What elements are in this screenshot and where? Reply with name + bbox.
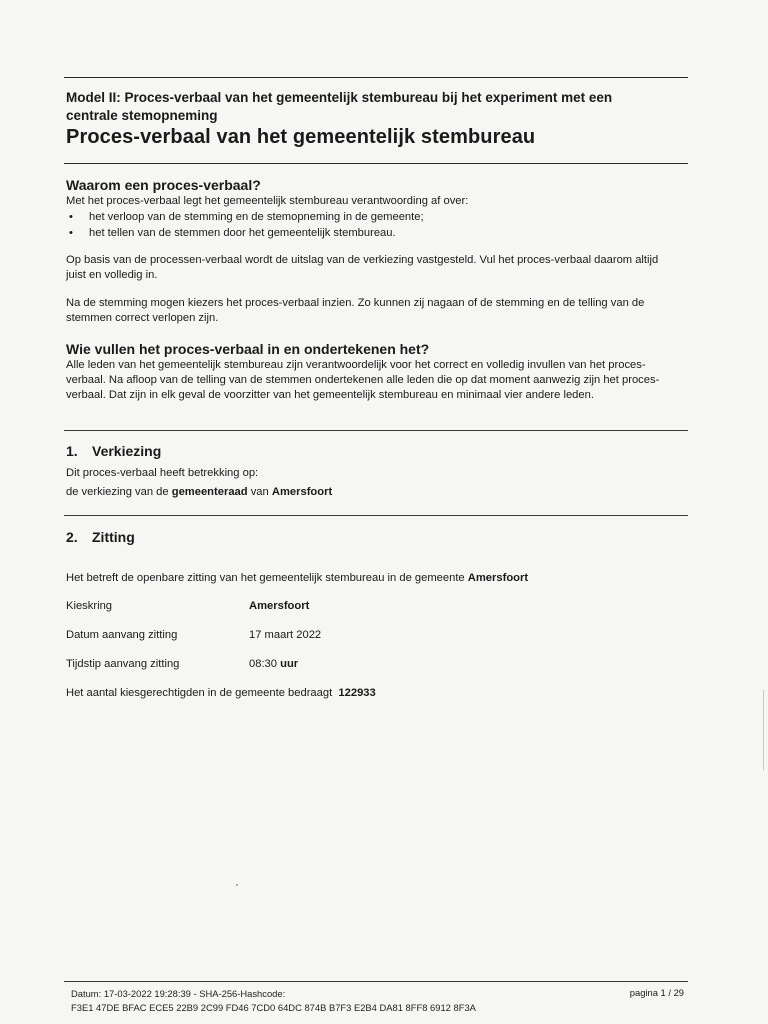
field-value: Amersfoort bbox=[249, 600, 310, 612]
field-label: Datum aanvang zitting bbox=[66, 629, 178, 641]
page-title: Proces-verbaal van het gemeentelijk stembureau bbox=[66, 126, 536, 148]
field-label: Tijdstip aanvang zitting bbox=[66, 658, 180, 670]
bullet-icon: • bbox=[69, 227, 73, 239]
why-para-2: Na de stemming mogen kiezers het proces-verbaal inzien. Zo kunnen zij nagaan of de stemming en de telling van de stemmen correct verlopen zijn. bbox=[66, 297, 645, 324]
section-2-heading bbox=[66, 529, 135, 545]
session-intro: Het betreft de openbare zitting van het gemeentelijk stembureau in de gemeente Amersfoort bbox=[66, 572, 529, 584]
field-value: 17 maart 2022 bbox=[249, 629, 322, 641]
scan-speck bbox=[236, 884, 238, 886]
scan-edge-mark bbox=[763, 690, 764, 770]
why-intro: Met het proces-verbaal legt het gemeentelijk stembureau verantwoording af over: bbox=[66, 195, 469, 207]
voters-count: 122933 bbox=[338, 687, 376, 699]
footer-date-hash-label: Datum: 17-03-2022 19:28:39 - SHA-256-Hashcode: bbox=[71, 988, 286, 999]
voters-line: Het aantal kiesgerechtigden in de gemeente bedraagt 122933 bbox=[66, 687, 376, 699]
list-item: • het verloop van de stemming en de stemopneming in de gemeente; bbox=[69, 211, 424, 223]
why-bullet-list bbox=[66, 209, 424, 241]
who-heading: Wie vullen het proces-verbaal in en ondertekenen het? bbox=[66, 341, 430, 357]
section-number: 2. bbox=[66, 529, 78, 545]
footer-rule bbox=[64, 981, 688, 982]
bullet-icon: • bbox=[69, 211, 73, 223]
election-place: Amersfoort bbox=[271, 486, 333, 498]
title-rule bbox=[64, 163, 688, 164]
election-intro: Dit proces-verbaal heeft betrekking op: bbox=[66, 467, 259, 479]
page-number: pagina 1 / 29 bbox=[629, 987, 684, 998]
field-value: 08:30 uur bbox=[249, 658, 299, 670]
section-number: 1. bbox=[66, 443, 78, 459]
election-detail: de verkiezing van de gemeenteraad van Amersfoort bbox=[66, 486, 333, 498]
section-2-rule bbox=[64, 515, 688, 516]
why-heading: Waarom een proces-verbaal? bbox=[66, 177, 261, 193]
session-municipality: Amersfoort bbox=[467, 572, 529, 584]
field-label: Kieskring bbox=[66, 600, 113, 612]
list-item: • het tellen van de stemmen door het gemeentelijk stembureau. bbox=[69, 227, 396, 239]
why-para-1: Op basis van de processen-verbaal wordt de uitslag van de verkiezing vastgesteld. Vul het proces-verbaal daarom altijd juist en volledig in. bbox=[66, 254, 659, 281]
section-title: Zitting bbox=[92, 529, 135, 545]
footer-hashcode: F3E1 47DE BFAC ECE5 22B9 2C99 FD46 7CD0 64DC 874B B7F3 E2B4 DA81 8FF8 6912 8F3A bbox=[71, 1002, 476, 1013]
section-1-rule bbox=[64, 430, 688, 431]
model-title: Model II: Proces-verbaal van het gemeentelijk stembureau bij het experiment met een centrale stemopneming bbox=[66, 90, 613, 123]
election-body: gemeenteraad bbox=[171, 486, 248, 498]
section-title: Verkiezing bbox=[92, 443, 162, 459]
section-1-heading bbox=[66, 443, 161, 459]
top-rule bbox=[64, 77, 688, 78]
who-para: Alle leden van het gemeentelijk stembureau zijn verantwoordelijk voor het correct en volledig invullen van het proces-verbaal. Na afloop van de telling van de stemmen ondertekenen alle leden die op dat moment aanwezig zijn het proces-verbaal. Dat zijn in elk geval de voorzitter van het gemeentelijk stembureau en minimaal vier andere leden. bbox=[66, 359, 660, 401]
